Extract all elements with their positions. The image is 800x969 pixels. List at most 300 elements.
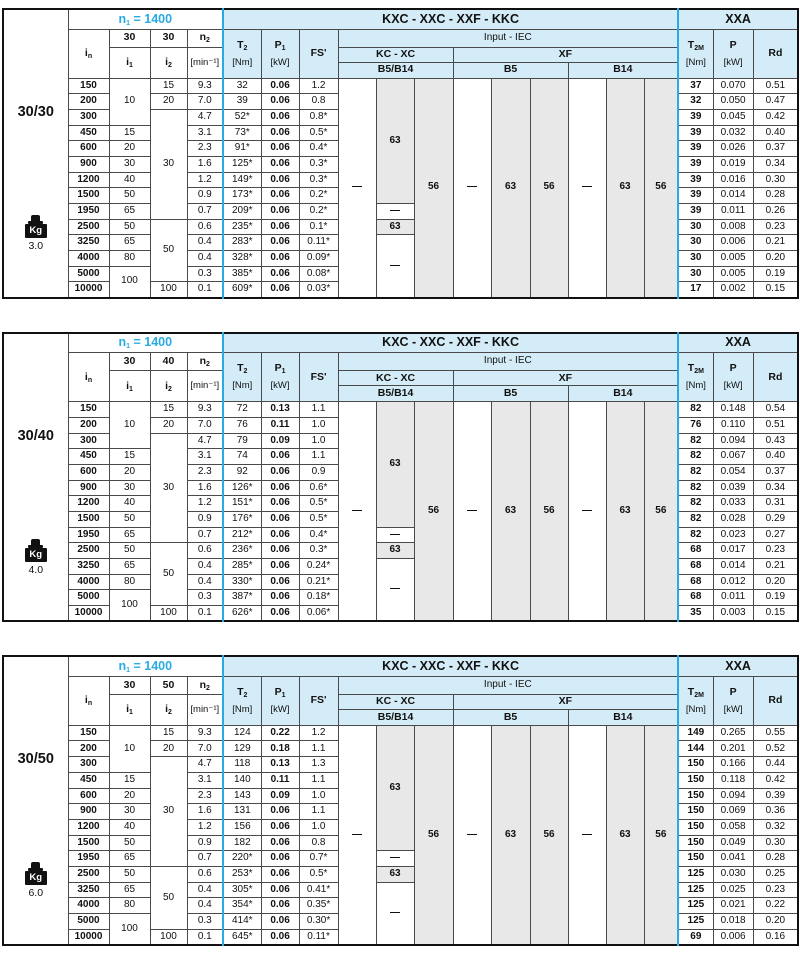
cell-t2: 328*: [223, 251, 261, 267]
cell-p1: 0.09: [261, 433, 299, 449]
cell-rd: 0.32: [753, 819, 798, 835]
cell-t2: 236*: [223, 543, 261, 559]
cell-in: 300: [68, 757, 109, 773]
cell-t2: 235*: [223, 219, 261, 235]
cell-n2: 0.1: [187, 606, 223, 622]
col-fs-header: FS': [299, 676, 338, 725]
cell-i2: 30: [150, 757, 187, 867]
iec-flange-cell: 56: [530, 402, 568, 622]
cell-n2: 0.4: [187, 882, 223, 898]
cell-p1: 0.06: [261, 282, 299, 298]
cell-i2: 100: [150, 606, 187, 622]
cell-in: 5000: [68, 914, 109, 930]
table-row: [3, 204, 798, 220]
col-t2m-header: $T_{2M}$ [Nm]: [678, 676, 713, 725]
xf-header: XF: [453, 694, 678, 709]
cell-t2: 151*: [223, 496, 261, 512]
cell-in: 1950: [68, 527, 109, 543]
iec-flange-cell: 56: [530, 78, 568, 298]
col-i2-header: $i_2$: [150, 694, 187, 725]
cell-i1: 40: [109, 496, 150, 512]
cell-fs: 0.6*: [299, 480, 338, 496]
spec-table-30-50: [2, 655, 799, 946]
cell-p1: 0.06: [261, 78, 299, 94]
cell-in: 600: [68, 141, 109, 157]
cell-in: 300: [68, 109, 109, 125]
cell-p: 0.118: [713, 772, 753, 788]
b14-header: B14: [568, 62, 678, 78]
cell-fs: 1.1: [299, 804, 338, 820]
b5b14-header: B5/B14: [338, 709, 453, 725]
iec-flange-cell: 63: [376, 866, 414, 882]
cell-p: 0.070: [713, 78, 753, 94]
cell-t2: 173*: [223, 188, 261, 204]
cell-t2: 182: [223, 835, 261, 851]
cell-in: 300: [68, 433, 109, 449]
cell-p1: 0.06: [261, 480, 299, 496]
cell-i2: 20: [150, 741, 187, 757]
cell-fs: 0.4*: [299, 141, 338, 157]
model-panel: [3, 9, 68, 298]
cell-in: 450: [68, 449, 109, 465]
cell-t2: 91*: [223, 141, 261, 157]
b5-header: B5: [453, 386, 568, 402]
cell-p: 0.058: [713, 819, 753, 835]
header-row-2: [3, 29, 798, 47]
cell-p1: 0.06: [261, 172, 299, 188]
cell-rd: 0.28: [753, 188, 798, 204]
cell-p: 0.019: [713, 156, 753, 172]
cell-t2m: 82: [678, 511, 713, 527]
col-t2-header: $T_2$ [Nm]: [223, 29, 261, 78]
cell-fs: 0.7*: [299, 851, 338, 867]
cell-p1: 0.06: [261, 156, 299, 172]
cell-n2: 2.3: [187, 464, 223, 480]
model-panel: [3, 333, 68, 622]
cell-t2m: 39: [678, 204, 713, 220]
cell-p: 0.094: [713, 788, 753, 804]
cell-p: 0.018: [713, 914, 753, 930]
cell-t2: 305*: [223, 882, 261, 898]
cell-t2m: 149: [678, 725, 713, 741]
cell-i1: 20: [109, 788, 150, 804]
cell-fs: 0.3*: [299, 543, 338, 559]
cell-p: 0.050: [713, 94, 753, 110]
iec-flange-cell: 63: [491, 725, 530, 945]
cell-i1: 40: [109, 172, 150, 188]
iec-flange-cell: —: [376, 882, 414, 945]
cell-p1: 0.06: [261, 929, 299, 945]
iec-flange-cell: 56: [414, 402, 453, 622]
cell-i1: 10: [109, 78, 150, 125]
input-speed-label: $n_1 = 1400$: [68, 656, 223, 676]
cell-t2m: 150: [678, 772, 713, 788]
cell-i2: 100: [150, 929, 187, 945]
cell-rd: 0.21: [753, 559, 798, 575]
cell-p: 0.032: [713, 125, 753, 141]
col-p-header: P [kW]: [713, 353, 753, 402]
cell-t2: 354*: [223, 898, 261, 914]
header-row-1: [3, 656, 798, 676]
iec-flange-cell: —: [453, 402, 491, 622]
weight-value: 3.0: [28, 240, 44, 253]
cell-in: 1950: [68, 204, 109, 220]
cell-p: 0.011: [713, 204, 753, 220]
cell-rd: 0.34: [753, 480, 798, 496]
cell-t2m: 30: [678, 235, 713, 251]
cell-n2: 0.6: [187, 543, 223, 559]
cell-i1: 30: [109, 156, 150, 172]
col-t2-header: $T_2$ [Nm]: [223, 676, 261, 725]
cell-p1: 0.06: [261, 914, 299, 930]
cell-t2: 156: [223, 819, 261, 835]
cell-rd: 0.20: [753, 251, 798, 267]
cell-t2: 74: [223, 449, 261, 465]
cell-i1: 50: [109, 511, 150, 527]
cell-t2: 118: [223, 757, 261, 773]
cell-in: 2500: [68, 866, 109, 882]
i1-ratio-header: 30: [109, 353, 150, 371]
iec-flange-cell: —: [568, 78, 606, 298]
table-row: [3, 402, 798, 418]
cell-p1: 0.06: [261, 882, 299, 898]
cell-in: 1500: [68, 511, 109, 527]
iec-flange-cell: 56: [644, 402, 678, 622]
col-rd-header: Rd: [753, 29, 798, 78]
cell-t2: 79: [223, 433, 261, 449]
cell-in: 150: [68, 725, 109, 741]
cell-t2m: 39: [678, 141, 713, 157]
cell-i1: 65: [109, 851, 150, 867]
cell-t2m: 69: [678, 929, 713, 945]
cell-n2: 0.9: [187, 511, 223, 527]
cell-p1: 0.11: [261, 772, 299, 788]
cell-n2: 0.4: [187, 235, 223, 251]
cell-t2m: 144: [678, 741, 713, 757]
cell-t2m: 39: [678, 125, 713, 141]
cell-fs: 1.1: [299, 402, 338, 418]
cell-p1: 0.06: [261, 94, 299, 110]
cell-p1: 0.06: [261, 819, 299, 835]
cell-i1: 80: [109, 251, 150, 267]
cell-i2: 50: [150, 866, 187, 929]
cell-fs: 0.5*: [299, 511, 338, 527]
cell-p: 0.014: [713, 559, 753, 575]
cell-fs: 1.1: [299, 449, 338, 465]
cell-in: 5000: [68, 590, 109, 606]
col-n2-header: $n_2$: [187, 29, 223, 47]
cell-i1: 50: [109, 543, 150, 559]
cell-rd: 0.55: [753, 725, 798, 741]
cell-rd: 0.19: [753, 590, 798, 606]
cell-in: 3250: [68, 235, 109, 251]
cell-i2: 20: [150, 417, 187, 433]
cell-n2: 0.1: [187, 282, 223, 298]
cell-t2m: 150: [678, 851, 713, 867]
cell-p: 0.069: [713, 804, 753, 820]
cell-in: 10000: [68, 606, 109, 622]
cell-t2: 253*: [223, 866, 261, 882]
iec-flange-cell: 63: [491, 78, 530, 298]
cell-fs: 1.1: [299, 772, 338, 788]
cell-rd: 0.42: [753, 109, 798, 125]
cell-t2: 92: [223, 464, 261, 480]
iec-flange-cell: 56: [530, 725, 568, 945]
cell-p: 0.023: [713, 527, 753, 543]
cell-n2: 2.3: [187, 141, 223, 157]
cell-i1: 30: [109, 480, 150, 496]
cell-i1: 65: [109, 559, 150, 575]
cell-i1: 40: [109, 819, 150, 835]
cell-fs: 0.11*: [299, 929, 338, 945]
cell-i1: 20: [109, 464, 150, 480]
cell-p1: 0.06: [261, 804, 299, 820]
cell-p1: 0.06: [261, 235, 299, 251]
cell-p: 0.005: [713, 251, 753, 267]
cell-t2: 52*: [223, 109, 261, 125]
i1-ratio-header: 30: [109, 676, 150, 694]
cell-t2: 385*: [223, 266, 261, 282]
cell-p: 0.041: [713, 851, 753, 867]
b5-header: B5: [453, 709, 568, 725]
cell-rd: 0.15: [753, 282, 798, 298]
cell-fs: 1.0: [299, 417, 338, 433]
input-iec-header: Input - IEC: [338, 353, 678, 371]
cell-i1: 10: [109, 725, 150, 772]
cell-fs: 1.1: [299, 741, 338, 757]
cell-n2: 3.1: [187, 125, 223, 141]
cell-i2: 20: [150, 94, 187, 110]
cell-rd: 0.37: [753, 464, 798, 480]
b14-header: B14: [568, 386, 678, 402]
b5-header: B5: [453, 62, 568, 78]
i2-ratio-header: 30: [150, 29, 187, 47]
cell-in: 200: [68, 94, 109, 110]
header-row-2: [3, 676, 798, 694]
cell-in: 4000: [68, 251, 109, 267]
cell-p1: 0.06: [261, 188, 299, 204]
cell-p: 0.021: [713, 898, 753, 914]
cell-rd: 0.23: [753, 219, 798, 235]
cell-p: 0.110: [713, 417, 753, 433]
iec-flange-cell: 56: [644, 78, 678, 298]
weight-value: 6.0: [28, 887, 44, 900]
iec-flange-cell: —: [338, 725, 376, 945]
cell-fs: 0.24*: [299, 559, 338, 575]
spec-table-30-40: [2, 332, 799, 623]
col-i1-header: $i_1$: [109, 371, 150, 402]
cell-in: 5000: [68, 266, 109, 282]
cell-t2m: 30: [678, 251, 713, 267]
col-p1-header: $P_1$ [kW]: [261, 29, 299, 78]
iec-flange-cell: 63: [491, 402, 530, 622]
col-n2-header: $n_2$: [187, 353, 223, 371]
cell-fs: 0.03*: [299, 282, 338, 298]
cell-t2m: 35: [678, 606, 713, 622]
xf-header: XF: [453, 47, 678, 62]
cell-i1: 20: [109, 141, 150, 157]
i2-ratio-header: 40: [150, 353, 187, 371]
col-t2m-header: $T_{2M}$ [Nm]: [678, 353, 713, 402]
cell-p1: 0.06: [261, 449, 299, 465]
cell-i1: 65: [109, 882, 150, 898]
iec-flange-cell: —: [338, 402, 376, 622]
iec-flange-cell: 56: [644, 725, 678, 945]
model-label: 30/40: [17, 427, 54, 444]
cell-n2: 0.6: [187, 219, 223, 235]
cell-rd: 0.47: [753, 94, 798, 110]
kc-xc-header: KC - XC: [338, 694, 453, 709]
kg-icon-body: Kg: [25, 548, 47, 562]
cell-t2: 124: [223, 725, 261, 741]
cell-t2m: 30: [678, 219, 713, 235]
iec-flange-cell: —: [568, 725, 606, 945]
cell-in: 600: [68, 464, 109, 480]
cell-p: 0.005: [713, 266, 753, 282]
b5b14-header: B5/B14: [338, 386, 453, 402]
cell-n2: 9.3: [187, 402, 223, 418]
cell-in: 900: [68, 480, 109, 496]
header-row-2: [3, 353, 798, 371]
cell-n2: 4.7: [187, 109, 223, 125]
cell-n2: 1.6: [187, 804, 223, 820]
cell-p: 0.026: [713, 141, 753, 157]
cell-fs: 0.18*: [299, 590, 338, 606]
cell-rd: 0.40: [753, 449, 798, 465]
cell-in: 150: [68, 402, 109, 418]
cell-n2: 0.7: [187, 851, 223, 867]
cell-t2: 32: [223, 78, 261, 94]
cell-p1: 0.06: [261, 574, 299, 590]
cell-t2m: 82: [678, 402, 713, 418]
iec-flange-cell: 56: [414, 78, 453, 298]
col-in-header: $i_n$: [68, 676, 109, 725]
cell-t2: 73*: [223, 125, 261, 141]
cell-t2: 285*: [223, 559, 261, 575]
kg-weight-icon: [25, 862, 47, 885]
cell-p1: 0.06: [261, 266, 299, 282]
cell-n2: 1.6: [187, 480, 223, 496]
cell-t2m: 150: [678, 757, 713, 773]
cell-n2: 2.3: [187, 788, 223, 804]
weight-value: 4.0: [28, 563, 44, 576]
cell-fs: 0.5*: [299, 496, 338, 512]
cell-t2: 609*: [223, 282, 261, 298]
i1-ratio-header: 30: [109, 29, 150, 47]
cell-i2: 15: [150, 725, 187, 741]
cell-fs: 0.8: [299, 835, 338, 851]
cell-t2m: 82: [678, 449, 713, 465]
table-row: [3, 235, 798, 251]
cell-i1: 50: [109, 835, 150, 851]
cell-in: 600: [68, 788, 109, 804]
cell-fs: 0.1*: [299, 219, 338, 235]
cell-i1: 15: [109, 125, 150, 141]
cell-rd: 0.19: [753, 266, 798, 282]
cell-rd: 0.37: [753, 141, 798, 157]
cell-p1: 0.06: [261, 125, 299, 141]
cell-n2: 0.7: [187, 527, 223, 543]
cell-fs: 0.41*: [299, 882, 338, 898]
cell-rd: 0.30: [753, 172, 798, 188]
series-title: KXC - XXC - XXF - KKC: [223, 9, 678, 29]
table-row: [3, 866, 798, 882]
cell-rd: 0.26: [753, 204, 798, 220]
cell-i1: 80: [109, 574, 150, 590]
input-speed-label: $n_1 = 1400$: [68, 9, 223, 29]
cell-p: 0.033: [713, 496, 753, 512]
cell-t2: 76: [223, 417, 261, 433]
cell-in: 10000: [68, 282, 109, 298]
cell-in: 4000: [68, 898, 109, 914]
cell-t2: 125*: [223, 156, 261, 172]
header-row-1: [3, 333, 798, 353]
table-row: [3, 78, 798, 94]
input-iec-header: Input - IEC: [338, 676, 678, 694]
table-row: [3, 851, 798, 867]
xxa-title: XXA: [678, 656, 798, 676]
cell-rd: 0.52: [753, 741, 798, 757]
cell-fs: 0.5*: [299, 866, 338, 882]
cell-n2: 4.7: [187, 433, 223, 449]
model-label: 30/30: [17, 104, 54, 120]
cell-t2: 645*: [223, 929, 261, 945]
cell-i1: 80: [109, 898, 150, 914]
cell-p1: 0.13: [261, 402, 299, 418]
cell-in: 3250: [68, 882, 109, 898]
table-row: [3, 543, 798, 559]
cell-t2m: 82: [678, 480, 713, 496]
cell-rd: 0.23: [753, 882, 798, 898]
col-fs-header: FS': [299, 29, 338, 78]
cell-p: 0.030: [713, 866, 753, 882]
cell-fs: 0.9: [299, 464, 338, 480]
cell-i2: 15: [150, 78, 187, 94]
iec-flange-cell: —: [376, 559, 414, 622]
cell-rd: 0.23: [753, 543, 798, 559]
cell-t2: 140: [223, 772, 261, 788]
cell-n2: 1.2: [187, 172, 223, 188]
col-p-header: P [kW]: [713, 676, 753, 725]
cell-p1: 0.13: [261, 757, 299, 773]
cell-fs: 0.5*: [299, 125, 338, 141]
model-panel: [3, 656, 68, 945]
cell-t2: 626*: [223, 606, 261, 622]
col-p-header: P [kW]: [713, 29, 753, 78]
cell-t2: 143: [223, 788, 261, 804]
kg-icon-body: Kg: [25, 224, 47, 238]
cell-t2m: 82: [678, 433, 713, 449]
cell-p: 0.006: [713, 235, 753, 251]
cell-in: 200: [68, 417, 109, 433]
cell-t2m: 17: [678, 282, 713, 298]
kg-icon-knob: [31, 539, 40, 545]
col-t2m-header: $T_{2M}$ [Nm]: [678, 29, 713, 78]
cell-fs: 0.8: [299, 94, 338, 110]
cell-rd: 0.42: [753, 772, 798, 788]
cell-i1: 15: [109, 449, 150, 465]
iec-flange-cell: —: [338, 78, 376, 298]
cell-t2m: 39: [678, 188, 713, 204]
cell-in: 4000: [68, 574, 109, 590]
cell-p: 0.265: [713, 725, 753, 741]
cell-fs: 0.2*: [299, 204, 338, 220]
cell-t2: 149*: [223, 172, 261, 188]
cell-p1: 0.06: [261, 511, 299, 527]
cell-p1: 0.22: [261, 725, 299, 741]
cell-p1: 0.06: [261, 219, 299, 235]
cell-t2m: 76: [678, 417, 713, 433]
